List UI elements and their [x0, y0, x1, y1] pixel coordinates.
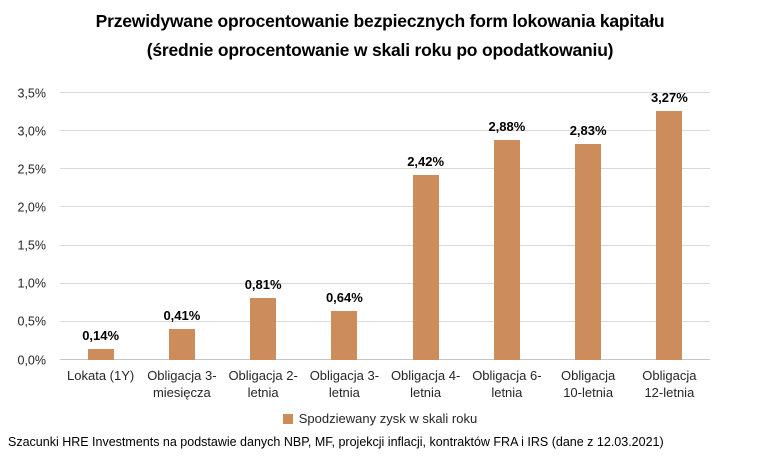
- legend-label: Spodziewany zysk w skali roku: [298, 411, 478, 426]
- y-tick-label: 1,5%: [17, 238, 46, 253]
- chart-title: [0, 7, 760, 65]
- y-tick-label: 0,0%: [17, 352, 46, 367]
- data-label: 2,88%: [488, 119, 526, 135]
- bar: [656, 111, 682, 360]
- data-label: 0,64%: [325, 290, 363, 306]
- y-tick-label: 3,0%: [17, 123, 46, 138]
- x-tick-label: Obligacja 6-letnia: [472, 368, 542, 400]
- bar: [413, 175, 439, 360]
- bar-column: [141, 93, 222, 360]
- chart-title-line1: Przewidywane oprocentowanie bezpiecznych form lokowania kapitału: [95, 11, 665, 31]
- chart-title-line2: (średnie oprocentowanie w skali roku po opodatkowaniu): [146, 40, 614, 60]
- bar: [169, 329, 195, 360]
- bar-column: [466, 93, 547, 360]
- x-tick-label: Obligacja 3-letnia: [309, 368, 380, 400]
- x-tick-label: Obligacja 4-letnia: [390, 368, 461, 400]
- x-tick-label: Obligacja 10-letnia: [561, 368, 616, 400]
- bar: [88, 349, 114, 360]
- data-label: 0,81%: [244, 277, 282, 293]
- x-tick-label: Obligacja 2-letnia: [228, 368, 298, 400]
- y-axis: [0, 85, 46, 367]
- x-tick-label: Obligacja 12-letnia: [642, 368, 697, 400]
- data-label: 2,42%: [407, 154, 445, 170]
- bar-column: [629, 89, 710, 360]
- bars-layer: [60, 89, 710, 360]
- x-tick-label: Lokata (1Y): [67, 368, 135, 383]
- x-tick-label: Obligacja 3-miesięcza: [147, 368, 217, 400]
- bar: [250, 298, 276, 360]
- bar-column: [385, 93, 466, 360]
- bar: [575, 144, 601, 360]
- data-label: 0,41%: [163, 307, 201, 323]
- bar: [494, 140, 520, 360]
- source-note: Szacunki HRE Investments na podstawie danych NBP, MF, projekcji inflacji, kontraktów FRA i IRS (dane z 12.03.2021): [8, 435, 664, 449]
- data-label: 3,27%: [650, 89, 688, 105]
- bar: [331, 311, 357, 360]
- data-label: 2,83%: [569, 123, 607, 139]
- y-tick-label: 1,0%: [17, 276, 46, 291]
- y-tick-label: 2,0%: [17, 200, 46, 215]
- legend: [0, 411, 760, 426]
- legend-swatch-icon: [283, 414, 293, 424]
- bar-column: [223, 93, 304, 360]
- y-tick-label: 3,5%: [17, 85, 46, 100]
- plot-area: [60, 89, 710, 360]
- x-axis: [60, 367, 710, 401]
- bar-column: [548, 93, 629, 360]
- y-tick-label: 0,5%: [17, 314, 46, 329]
- data-label: 0,14%: [82, 328, 120, 344]
- bar-column: [304, 93, 385, 360]
- y-tick-label: 2,5%: [17, 162, 46, 177]
- bar-column: [60, 93, 141, 360]
